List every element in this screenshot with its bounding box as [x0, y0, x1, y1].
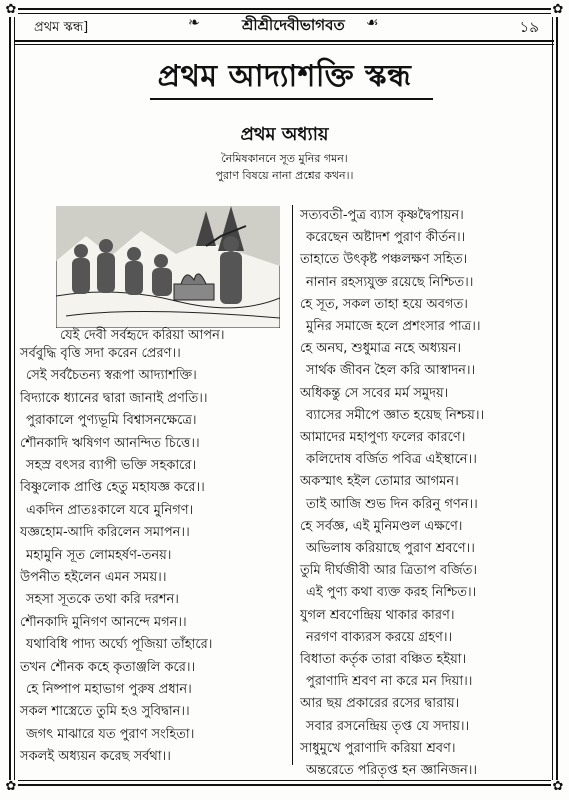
verse-line: তখন শৌনক কহে কৃতাঞ্জলি করে।। — [20, 659, 196, 675]
verse-line: নানান রহস্যযুক্ত রয়েছে নিশ্চিত।। — [306, 274, 474, 290]
verse-line: বিষ্ণুলোক প্রাপ্তি হেতু মহাযজ্ঞ করে।। — [20, 480, 205, 496]
verse-line: সাধুমুখে পুরাণাদি করিয়া শ্রবণ। — [300, 740, 456, 756]
verse-line: অভিলাষ করিয়াছে পুরাণ শ্রবণে।। — [306, 541, 475, 556]
corner-ornament-icon: ✿ — [5, 779, 17, 794]
verse-line: সকলই অধ্যয়ন করেছ সর্বথা।। — [20, 749, 171, 765]
header-rule-thin — [14, 44, 554, 45]
verse-line: সার্থক জীবন হৈল করি আস্বাদন।। — [306, 363, 476, 379]
verse-line: মুনির সমাজে হলে প্রশংসার পাত্র।। — [306, 319, 481, 334]
ornament-left-icon: ❧ — [188, 15, 200, 31]
verse-line: উপনীত হইলেন এমন সময়।। — [20, 570, 167, 585]
header-section-label: প্রথম স্কন্ধ] — [34, 20, 89, 35]
verse-line: যুগল শ্রবণেন্দ্রিয় থাকার কারণ। — [300, 607, 455, 623]
verse-line: সবার রসনেন্দ্রিয় তৃপ্ত যে সদায়।। — [306, 718, 470, 734]
ornament-right-icon: ☙ — [366, 15, 379, 31]
verse-line: মহামুনি সূত লোমহর্ষণ-তনয়। — [26, 547, 172, 563]
illustration-caption: যেই দেবী সর্বহৃদে করিয়া আপন। — [60, 328, 225, 343]
running-header — [14, 12, 555, 42]
verse-line: যথাবিধি পাদ্য অর্ঘ্যে পূজিয়া তাঁহারে। — [26, 637, 213, 653]
verse-line: অন্তরেতে পরিতৃপ্ত হন জ্ঞানিজন।। — [306, 763, 478, 778]
verse-line: পুরাকালে পুণ্যভূমি বিশ্বাসনক্ষেত্রে। — [26, 413, 197, 429]
adhyay-title: প্রথম অধ্যায় — [240, 124, 329, 145]
header-book-title: শ্রীশ্রীদেবীভাগবত — [242, 16, 345, 34]
verse-line: শৌনকাদি মুনিগণ আনন্দে মগন।। — [20, 614, 187, 630]
verse-line: হে নিষ্পাপ মহাভাগ পুরুষ প্রধান। — [26, 682, 192, 697]
page-number: ১৯ — [519, 18, 539, 36]
verse-line: আমাদের মহাপুণ্য ফলের কারণে। — [300, 430, 466, 445]
verse-line: সহসা সূতকে তথা করি দরশন। — [26, 592, 179, 608]
verse-line: সকল শাস্ত্রেতে তুমি হও সুবিদ্বান।। — [20, 704, 190, 720]
header-rule — [14, 40, 554, 42]
subtitle-line: পুরাণ বিষয়ে নানা প্রশ্নের কথন।। — [215, 169, 354, 182]
verse-line: বিদ্যাকে ধ্যানের দ্বারা জানাই প্রণতি।। — [20, 390, 208, 406]
subtitle-line: নৈমিষকাননে সূত মুনির গমন। — [221, 152, 348, 165]
verse-line: ব্যাসের সমীপে জ্ঞাত হয়েছ নিশ্চয়।। — [306, 407, 485, 423]
verse-line: একদিন প্রাতঃকালে যবে মুনিগণ। — [26, 502, 194, 518]
column-divider — [292, 205, 293, 765]
corner-ornament-icon: ✿ — [552, 779, 564, 794]
verse-line: নরগণ বাক্যরস করয়ে গ্রহণ।। — [306, 629, 453, 645]
verse-line: তাহাতে উৎকৃষ্ট পঞ্চলক্ষণ সহিত। — [300, 252, 468, 268]
corner-ornament-icon: ✿ — [5, 2, 17, 17]
chapter-title-underline — [150, 98, 433, 100]
verse-line: সেই সর্বচৈতন্য স্বরূপা আদ্যাশক্তি। — [26, 368, 197, 384]
verse-line: যজ্ঞহোম-আদি করিলেন সমাপন।। — [20, 525, 190, 541]
verse-line: হে সর্বজ্ঞ, এই মুনিমণ্ডল এক্ষণে। — [300, 518, 463, 534]
verse-line: বিধাতা কর্তৃক তারা বঞ্চিত হইয়া। — [300, 652, 467, 667]
verse-line: এই পুণ্য কথা ব্যক্ত করহ নিশ্চিত।। — [306, 585, 477, 601]
verse-line: করেছেন অষ্টাদশ পুরাণ কীর্তন।। — [306, 230, 466, 246]
sage-assembly-illustration-icon — [56, 206, 280, 328]
verse-line: পুরাণাদি শ্রবণ না করে মন দিয়া।। — [306, 674, 473, 690]
verse-line: অকস্মাৎ হইল তোমার আগমন। — [300, 474, 459, 490]
verse-line: সত্যবতী-পুত্র ব্যাস কৃষ্ণদ্বৈপায়ন। — [300, 208, 464, 223]
verse-line: অধিকন্তু সে সবের মর্ম সমুদয়। — [300, 385, 449, 401]
verse-line: সহস্র বৎসর ব্যাপী ভক্তি সহকারে। — [26, 458, 197, 473]
corner-ornament-icon: ✿ — [552, 2, 564, 17]
verse-line: শৌনকাদি ঋষিগণ আনন্দিত চিত্তে।। — [20, 435, 200, 451]
verse-line: তাই আজি শুভ দিন করিনু গণন।। — [306, 496, 478, 512]
verse-line: আর ছয় প্রকারের রসের দ্বারায়। — [300, 696, 460, 712]
verse-line: তুমি দীর্ঘজীবী আর ত্রিতাপ বর্জিত। — [300, 563, 478, 579]
verse-line: কলিদোষ বর্জিত পবিত্র এইস্থানে।। — [306, 452, 477, 468]
verse-line: হে সূত, সকল তাহা হয়ে অবগত। — [300, 296, 468, 312]
chapter-title: প্রথম আদ্যাশক্তি স্কন্ধ — [157, 59, 412, 94]
verse-line: জগৎ মাঝারে যত পুরাণ সংহিতা। — [26, 726, 195, 742]
verse-line: সর্ববুদ্ধি বৃত্তি সদা করেন প্রেরণ।। — [20, 346, 181, 361]
verse-line: হে অনঘ, শুধুমাত্র নহে অধ্যয়ন। — [300, 341, 462, 357]
